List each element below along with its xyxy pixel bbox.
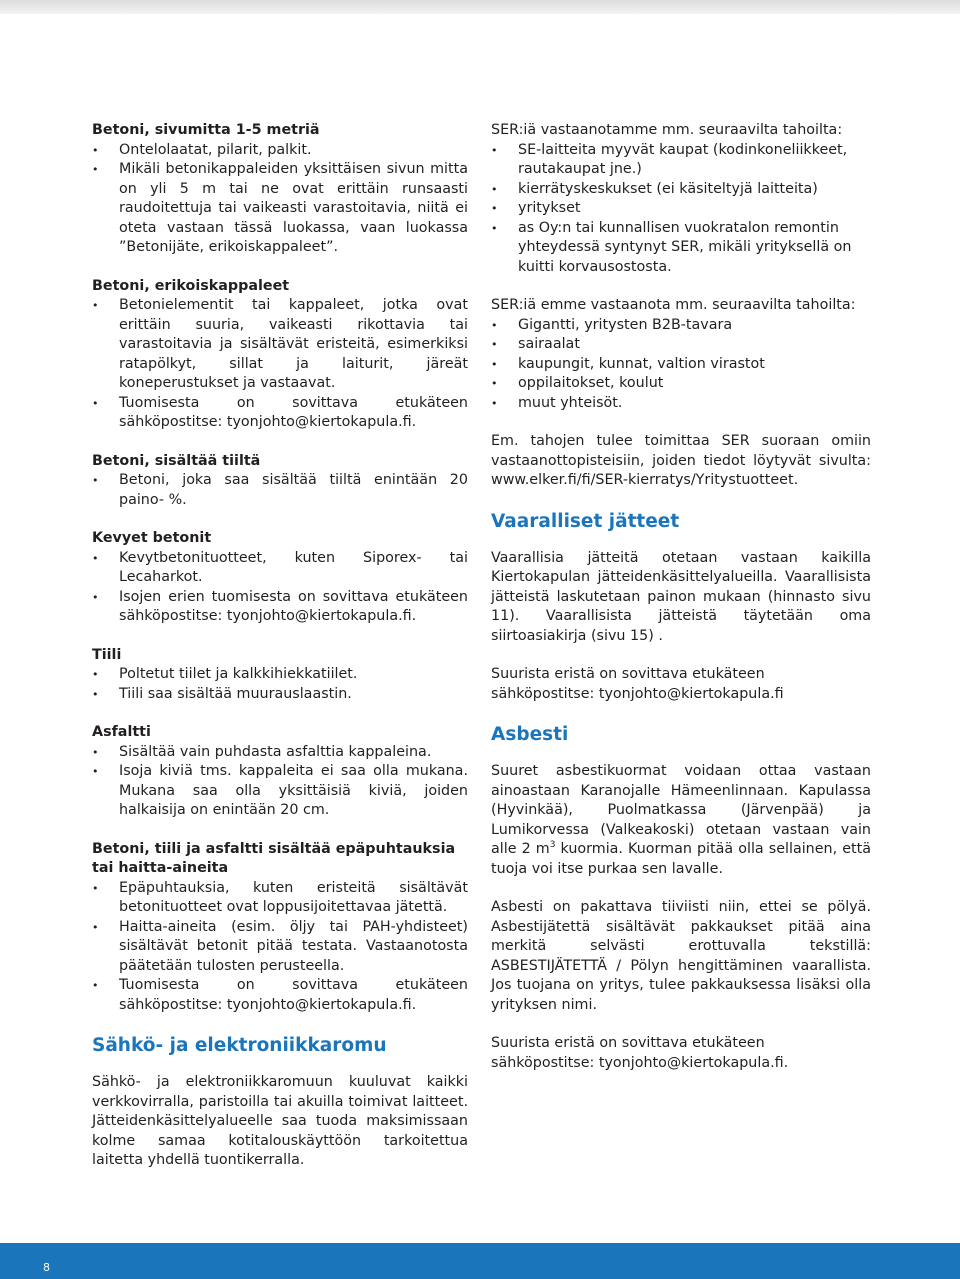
paragraph-text: Suuret asbestikuormat voidaan ottaa vastaan ainoastaan Karanojalle Hämeenlinnaan. Kapulassa (Hyvinkää), Puolmatkassa (Järvenpää) ja Lumikorvessa (Valkeakoski) otetaan vastaan vain alle 2 m	[491, 763, 871, 857]
section-betoni-sivumitta	[92, 121, 468, 258]
section-heading: Sähkö- ja elektroniikkaromu	[92, 1035, 387, 1056]
footer-bar	[0, 1243, 960, 1279]
list-item: • Epäpuhtauksia, kuten eristeitä sisältävät betonituotteet ovat loppusijoitettavaa jätettä.	[92, 879, 468, 918]
list-item: • kierrätyskeskukset (ei käsiteltyjä laitteita)	[491, 180, 871, 200]
paragraph-text: kuormia. Kuorman pitää olla sellainen, että tuoja voi itse purkaa sen lavalle.	[491, 841, 871, 877]
list-item: • muut yhteisöt.	[491, 394, 871, 414]
list-item: • yritykset	[491, 199, 871, 219]
list-item: • Poltetut tiilet ja kalkkihiekkatiilet.	[92, 665, 468, 685]
list-item: • Haitta-aineita (esim. öljy tai PAH-yhdisteet) sisältävät betonit pitää testata. Vastaanotosta päätetään tulosten perusteella.	[92, 918, 468, 977]
bullet-list	[92, 296, 468, 433]
page-number: 8	[43, 1261, 50, 1274]
list-item: • Tuomisesta on sovittava etukäteen sähköpostitse: tyonjohto@kiertokapula.fi.	[92, 976, 468, 1015]
paragraph: SER:iä vastaanotamme mm. seuraavilta tahoilta:	[491, 122, 843, 138]
paragraph	[491, 762, 871, 879]
list-item: • as Oy:n tai kunnallisen vuokratalon remontin yhteydessä syntynyt SER, mikäli yrityksellä on kuitti korvausostosta.	[491, 219, 871, 278]
section-title: Betoni, sisältää tiiltä	[92, 452, 261, 469]
bullet-list	[92, 141, 468, 258]
section-title: Betoni, sivumitta 1-5 metriä	[92, 122, 320, 138]
bullet-list	[491, 141, 871, 278]
top-edge-bar	[0, 0, 960, 14]
section-ser-vastaanotamme	[491, 121, 871, 277]
section-title: Betoni, tiili ja asfaltti sisältää epäpuhtauksia tai haitta-aineita	[92, 840, 456, 876]
bullet-list	[92, 549, 468, 627]
list-item: • Kevytbetonituotteet, kuten Siporex- tai Lecaharkot.	[92, 549, 468, 588]
paragraph: Sähkö- ja elektroniikkaromuun kuuluvat kaikki verkkovirralla, paristoilla tai akuilla toimivat laitteet. Jätteidenkäsittelyalueelle saa tuoda maksimissaan kolme samaa kotitalouskäyttöön tarkoitettua laitetta yhdellä tuontikerralla.	[92, 1074, 468, 1168]
section-kevyet-betonit	[92, 529, 468, 627]
list-item: • Isojen erien tuomisesta on sovittava etukäteen sähköpostitse: tyonjohto@kiertokapula.fi.	[92, 588, 468, 627]
list-item: • Mikäli betonikappaleiden yksittäisen sivun mitta on yli 5 m tai ne ovat erittäin runsaasti raudoitettuja tai vaikeasti varastoitavia, niitä ei oteta vastaan tässä luokassa, vaan luokassa ”Betonijäte, erikoiskappaleet”.	[92, 160, 468, 258]
section-title: Kevyet betonit	[92, 530, 212, 546]
section-title: Tiili	[92, 646, 122, 663]
section-betoni-erikoiskappaleet	[92, 277, 468, 433]
list-item: • Ontelolaatat, pilarit, palkit.	[92, 141, 468, 161]
bullet-list	[92, 665, 468, 704]
list-item: • sairaalat	[491, 335, 871, 355]
list-item: • Sisältää vain puhdasta asfalttia kappaleina.	[92, 743, 468, 763]
paragraph: SER:iä emme vastaanota mm. seuraavilta tahoilta:	[491, 297, 856, 313]
section-tiili	[92, 646, 468, 705]
paragraph: Asbesti on pakattava tiiviisti niin, ettei se pölyä. Asbestijätettä sisältävät pakkaukset pitää aina merkitä selvästi erottuvalla tekstillä: ASBESTIJÄTETTÄ / Pölyn hengittäminen vaarallista. Jos tuojana on yritys, tulee pakkauksessa lisäksi olla yrityksen nimi.	[491, 899, 871, 1013]
right-column	[491, 121, 871, 1073]
section-betoni-tiilta	[92, 452, 468, 511]
bullet-list	[92, 879, 468, 1016]
list-item: • Tuomisesta on sovittava etukäteen sähköpostitse: tyonjohto@kiertokapula.fi.	[92, 394, 468, 433]
paragraph: Suurista eristä on sovittava etukäteen sähköpostitse: tyonjohto@kiertokapula.fi	[491, 666, 784, 702]
bullet-list	[491, 316, 871, 414]
list-item: • oppilaitokset, koulut	[491, 374, 871, 394]
section-title: Asfaltti	[92, 724, 151, 740]
section-asbesti	[491, 723, 871, 1073]
section-title: Betoni, erikoiskappaleet	[92, 277, 290, 294]
list-item: • Tiili saa sisältää muurauslaastin.	[92, 685, 468, 705]
section-epapuhtaudet	[92, 840, 468, 1016]
section-heading: Asbesti	[491, 724, 569, 745]
section-heading: Vaaralliset jätteet	[491, 510, 680, 532]
paragraph: Suurista eristä on sovittava etukäteen sähköpostitse: tyonjohto@kiertokapula.fi.	[491, 1035, 789, 1071]
superscript: 3	[549, 840, 556, 851]
section-sahko	[92, 1034, 468, 1171]
list-item: • Gigantti, yritysten B2B-tavara	[491, 316, 871, 336]
list-item: • Betonielementit tai kappaleet, jotka ovat erittäin suuria, vaikeasti rikottavia tai varastoitavia ja sisältävät eristeitä, esimerkiksi ratapölkyt, sillat ja laiturit, järeät koneperustukset ja vastaavat.	[92, 296, 468, 394]
section-vaaralliset-jatteet	[491, 510, 871, 705]
section-asfaltti	[92, 723, 468, 821]
paragraph: Vaarallisia jätteitä otetaan vastaan kaikilla Kiertokapulan jätteidenkäsittelyalueilla. Vaarallisista jätteistä laskutetaan painon mukaan (hinnasto sivu 11). Vaarallisista jätteistä täytetään oma siirtoasiakirja (sivu 15) .	[491, 549, 871, 644]
list-item: • kaupungit, kunnat, valtion virastot	[491, 355, 871, 375]
paragraph: Em. tahojen tulee toimittaa SER suoraan omiin vastaanottopisteisiin, joiden tiedot löytyvät sivulta: www.elker.fi/fi/SER-kierratys/Yritystuotteet.	[491, 433, 871, 488]
bullet-list	[92, 743, 468, 821]
bullet-list	[92, 471, 468, 510]
left-column	[92, 121, 468, 1171]
section-ser-emme-vastaanota	[491, 296, 871, 413]
list-item: • SE-laitteita myyvät kaupat (kodinkoneliikkeet, rautakaupat jne.)	[491, 141, 871, 180]
list-item: • Isoja kiviä tms. kappaleita ei saa olla mukana. Mukana saa olla yksittäisiä kiviä, joiden halkaisija on enintään 20 cm.	[92, 762, 468, 821]
list-item: • Betoni, joka saa sisältää tiiltä enintään 20 paino- %.	[92, 471, 468, 510]
